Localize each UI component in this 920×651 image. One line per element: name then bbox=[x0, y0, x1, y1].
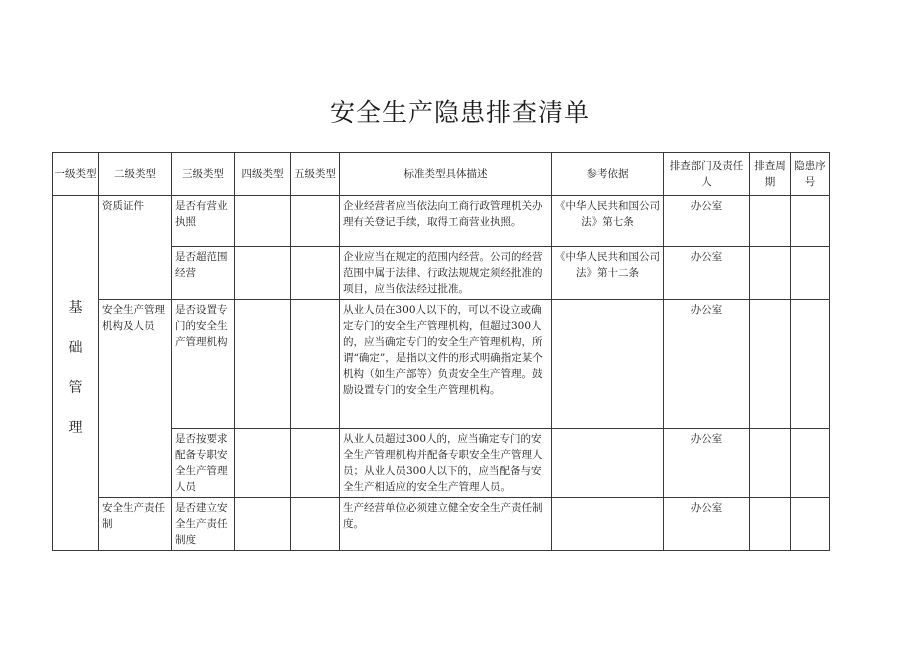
hazard-no-cell bbox=[791, 196, 830, 247]
description-cell: 企业应当在规定的范围内经营。公司的经营范围中属于法律、行政法规规定须经批准的项目，应当依法经过批准。 bbox=[340, 247, 552, 300]
hazard-no-cell bbox=[791, 498, 830, 551]
department-cell: 办公室 bbox=[664, 247, 750, 300]
level2-cell: 资质证件 bbox=[99, 196, 172, 300]
column-header: 标准类型具体描述 bbox=[340, 153, 552, 196]
reference-cell bbox=[552, 429, 664, 498]
department-cell: 办公室 bbox=[664, 300, 750, 429]
level3-cell: 是否建立安全生产责任制度 bbox=[172, 498, 235, 551]
column-header: 二级类型 bbox=[99, 153, 172, 196]
reference-cell: 《中华人民共和国公司法》第七条 bbox=[552, 196, 664, 247]
level3-cell: 是否有营业执照 bbox=[172, 196, 235, 247]
reference-cell: 《中华人民共和国公司法》第十二条 bbox=[552, 247, 664, 300]
department-cell: 办公室 bbox=[664, 429, 750, 498]
level3-cell: 是否按要求配备专职安全生产管理人员 bbox=[172, 429, 235, 498]
column-header: 四级类型 bbox=[235, 153, 291, 196]
level5-cell bbox=[291, 429, 340, 498]
reference-cell bbox=[552, 300, 664, 429]
description-cell: 从业人员超过300人的，应当确定专门的安全生产管理机构并配备专职安全生产管理人员；从业人员300人以下的，应当配备与安全生产相适应的安全生产管理人员。 bbox=[340, 429, 552, 498]
level5-cell bbox=[291, 498, 340, 551]
column-header: 隐患序号 bbox=[791, 153, 830, 196]
hazard-checklist-table bbox=[52, 152, 830, 551]
table-row bbox=[53, 300, 830, 429]
hazard-no-cell bbox=[791, 429, 830, 498]
column-header: 排查部门及责任人 bbox=[664, 153, 750, 196]
period-cell bbox=[750, 300, 791, 429]
level5-cell bbox=[291, 300, 340, 429]
department-cell: 办公室 bbox=[664, 196, 750, 247]
column-header: 三级类型 bbox=[172, 153, 235, 196]
column-header: 参考依据 bbox=[552, 153, 664, 196]
level4-cell bbox=[235, 247, 291, 300]
description-cell: 企业经营者应当依法向工商行政管理机关办理有关登记手续，取得工商营业执照。 bbox=[340, 196, 552, 247]
description-cell: 生产经营单位必须建立健全安全生产责任制度。 bbox=[340, 498, 552, 551]
hazard-no-cell bbox=[791, 247, 830, 300]
period-cell bbox=[750, 429, 791, 498]
level2-cell: 安全生产责任制 bbox=[99, 498, 172, 551]
column-header: 排查周期 bbox=[750, 153, 791, 196]
description-cell: 从业人员在300人以下的，可以不设立或确定专门的安全生产管理机构，但超过300人的，应当确定专门的安全生产管理机构，所谓“确定”，是指以文件的形式明确指定某个机构（如生产部等）负责安全生产管理。鼓励设置专门的安全生产管理机构。 bbox=[340, 300, 552, 429]
level5-cell bbox=[291, 247, 340, 300]
level5-cell bbox=[291, 196, 340, 247]
column-header: 五级类型 bbox=[291, 153, 340, 196]
department-cell: 办公室 bbox=[664, 498, 750, 551]
page-title: 安全生产隐患排查清单 bbox=[329, 98, 590, 127]
column-header: 一级类型 bbox=[53, 153, 99, 196]
level4-cell bbox=[235, 196, 291, 247]
header-row bbox=[53, 153, 830, 196]
category1-cell: 基 础 管 理 bbox=[53, 196, 99, 551]
table-row bbox=[53, 498, 830, 551]
level3-cell: 是否超范围经营 bbox=[172, 247, 235, 300]
table-row bbox=[53, 196, 830, 247]
period-cell bbox=[750, 196, 791, 247]
level4-cell bbox=[235, 429, 291, 498]
period-cell bbox=[750, 498, 791, 551]
level2-cell: 安全生产管理机构及人员 bbox=[99, 300, 172, 498]
hazard-no-cell bbox=[791, 300, 830, 429]
level4-cell bbox=[235, 498, 291, 551]
period-cell bbox=[750, 247, 791, 300]
reference-cell bbox=[552, 498, 664, 551]
level4-cell bbox=[235, 300, 291, 429]
level3-cell: 是否设置专门的安全生产管理机构 bbox=[172, 300, 235, 429]
